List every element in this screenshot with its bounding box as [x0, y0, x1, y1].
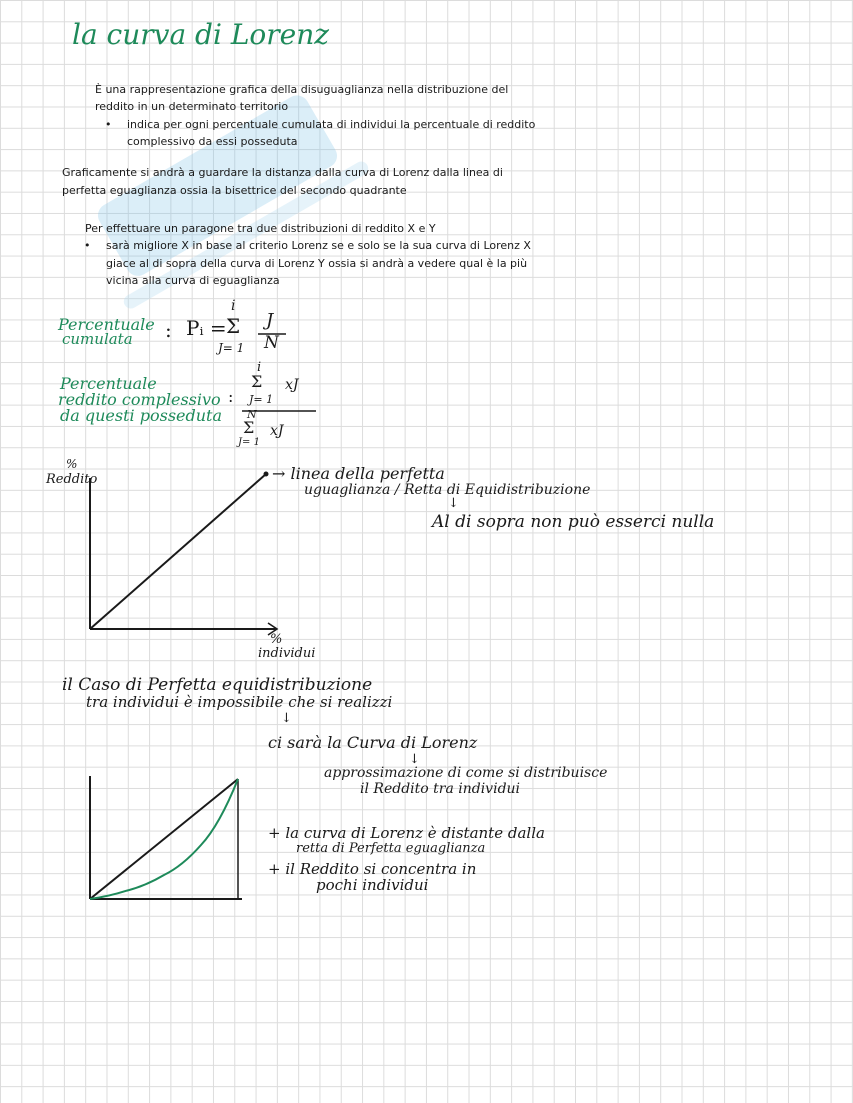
formula2-term: xJ — [285, 377, 299, 393]
compare-bullet-1-cont: giace al di sopra della curva di Lorenz Y ossia si andrà a vedere qual è la più — [106, 257, 528, 270]
page-title: la curva di Lorenz — [72, 18, 330, 51]
formula1-sum-lower: J= 1 — [218, 341, 245, 355]
case-line-1: il Caso di Perfetta equidistribuzione — [62, 675, 373, 695]
case-line-3: ci sarà la Curva di Lorenz — [268, 733, 478, 752]
intro-line-1: È una rappresentazione grafica della disuguaglianza nella distribuzione del — [95, 83, 509, 96]
graphic-line-2: perfetta eguaglianza ossia la bisettrice del secondo quadrante — [62, 184, 407, 197]
chart1-annotation-1: → linea della perfetta — [272, 464, 445, 483]
case-line-5: il Reddito tra individui — [360, 781, 521, 797]
note-1: + la curva di Lorenz è distante dalla — [268, 824, 545, 842]
formula2-den-term: xJ — [270, 423, 284, 439]
formula1-numerator: J — [266, 310, 274, 331]
formula1-lhs: Pᵢ = — [186, 316, 227, 340]
formula1-colon: : — [165, 318, 172, 342]
compare-bullet-1: • sarà migliore X in base al criterio Lorenz se e solo se la sua curva di Lorenz X — [106, 237, 531, 255]
formula2-den-upper: N — [247, 408, 257, 421]
intro-line-2: reddito in un determinato territorio — [95, 100, 289, 113]
formula1-sigma: Σ — [226, 314, 241, 338]
formula2-sum-upper: i — [257, 360, 262, 375]
chart1-annotation-2: uguaglianza / Retta di Equidistribuzione — [304, 482, 591, 498]
chart1-annotation-arrow: ↓ — [448, 496, 459, 511]
note-1-cont: retta di Perfetta eguaglianza — [296, 841, 486, 856]
compare-line-1: Per effettuare un paragone tra due distribuzioni di reddito X e Y — [85, 222, 436, 235]
note-2-cont: pochi individui — [316, 876, 429, 894]
graphic-line-1: Graficamente si andrà a guardare la distanza dalla curva di Lorenz dalla linea di — [62, 166, 503, 179]
formula2-sum-lower: J= 1 — [249, 393, 274, 406]
chart1-x-label-pct: % — [270, 632, 283, 647]
note-2: + il Reddito si concentra in — [268, 860, 477, 878]
formula2-colon: : — [228, 387, 234, 406]
case-line-2: tra individui è impossibile che si realizzi — [86, 693, 393, 711]
formula2-den-sigma: Σ — [243, 418, 255, 437]
intro-bullet-1-cont: complessivo da essi posseduta — [127, 135, 298, 148]
formula2-sigma: Σ — [251, 372, 263, 391]
formula1-denominator: N — [264, 333, 279, 353]
chart1-annotation-3: Al di sopra non può esserci nulla — [432, 512, 715, 532]
formula1-label-1: Percentuale — [58, 315, 155, 334]
chart2-equality-line — [90, 779, 238, 899]
formula2-label-1: Percentuale — [60, 374, 157, 393]
case-arrow-2: ↓ — [409, 752, 420, 767]
chart1-x-label: individui — [258, 646, 316, 661]
intro-bullet-1: • indica per ogni percentuale cumulata di individui la percentuale di reddito — [127, 116, 535, 134]
formula2-den-lower: J= 1 — [238, 437, 260, 448]
compare-bullet-1-cont2: vicina alla curva di eguaglianza — [106, 274, 280, 287]
case-arrow-1: ↓ — [281, 711, 292, 726]
formula1-sum-upper: i — [231, 298, 236, 314]
chart1-y-label-pct: % — [66, 457, 78, 471]
formula2-label-2: reddito complessivo — [58, 390, 221, 409]
chart1-y-label: Reddito — [46, 472, 98, 487]
case-line-4: approssimazione di come si distribuisce — [324, 765, 608, 781]
formula1-label-2: cumulata — [62, 330, 133, 348]
formula2-label-3: da questi posseduta — [60, 406, 223, 425]
